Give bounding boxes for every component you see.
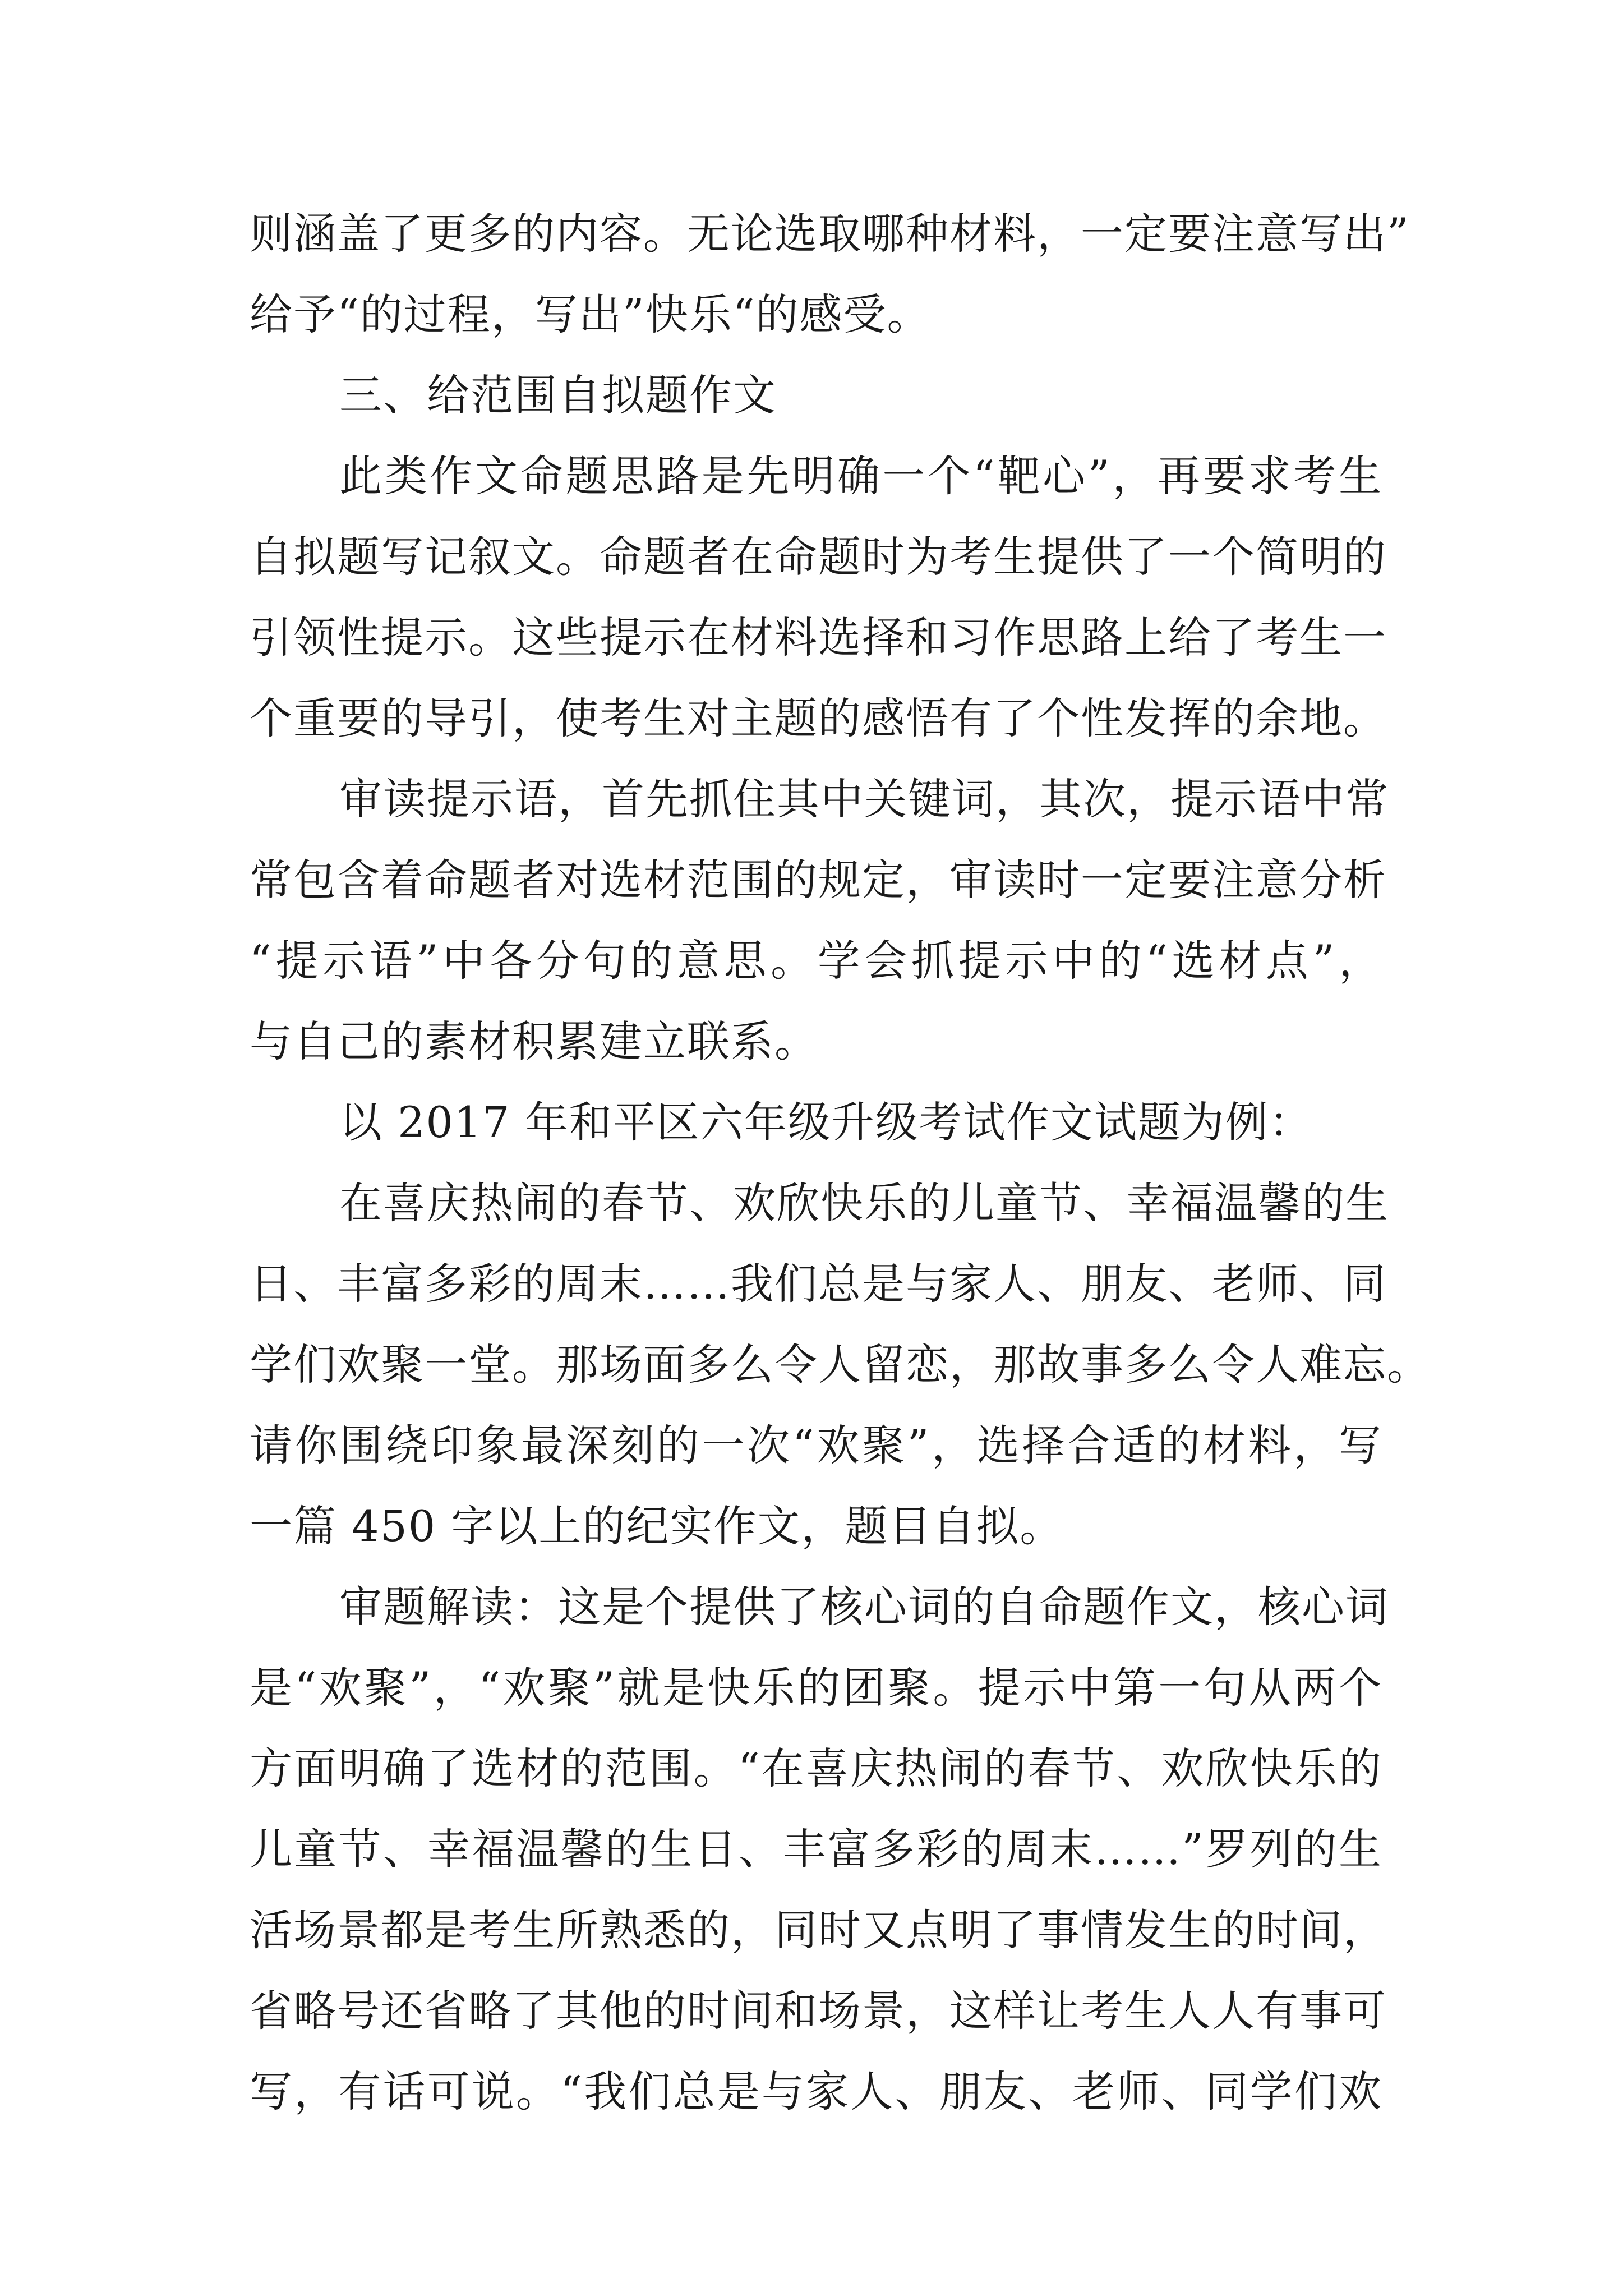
text-line: 是“欢聚”，“欢聚”就是快乐的团聚。提示中第一句从两个 <box>250 1663 1382 1713</box>
text-line: 个重要的导引，使考生对主题的感悟有了个性发挥的余地。 <box>250 693 1387 743</box>
text-line: 此类作文命题思路是先明确一个“靶心”，再要求考生 <box>339 451 1382 501</box>
text-line: 三、给范围自拟题作文 <box>339 370 777 420</box>
text-line: 在喜庆热闹的春节、欢欣快乐的儿童节、幸福温馨的生 <box>339 1178 1389 1228</box>
text-line: 给予“的过程，写出”快乐“的感受。 <box>250 289 931 339</box>
text-line: 审题解读：这是个提供了核心词的自命题作文，核心词 <box>339 1582 1389 1632</box>
text-line: 自拟题写记叙文。命题者在命题时为考生提供了一个简明的 <box>250 532 1387 582</box>
text-line: 省略号还省略了其他的时间和场景，这样让考生人人有事可 <box>250 1986 1387 2036</box>
text-line: 儿童节、幸福温馨的生日、丰富多彩的周末……”罗列的生 <box>250 1824 1382 1874</box>
text-line: 常包含着命题者对选材范围的规定，审读时一定要注意分析 <box>250 855 1387 905</box>
text-line: “提示语”中各分句的意思。学会抓提示中的“选材点”， <box>250 936 1382 986</box>
text-line: 写，有话可说。“我们总是与家人、朋友、老师、同学们欢 <box>250 2067 1382 2116</box>
body-text <box>250 194 1431 2132</box>
text-line: 一篇 450 字以上的纪实作文，题目自拟。 <box>250 1501 1064 1551</box>
text-line: 以 2017 年和平区六年级升级考试作文试题为例： <box>339 1097 1313 1147</box>
text-line: 日、丰富多彩的周末……我们总是与家人、朋友、老师、同 <box>250 1259 1387 1309</box>
text-line: 与自己的素材积累建立联系。 <box>250 1016 818 1066</box>
text-line: 引领性提示。这些提示在材料选择和习作思路上给了考生一 <box>250 613 1387 662</box>
text-line: 请你围绕印象最深刻的一次“欢聚”，选择合适的材料，写 <box>250 1420 1382 1470</box>
text-line: 则涵盖了更多的内容。无论选取哪种材料，一定要注意写出” <box>250 209 1410 259</box>
text-line: 方面明确了选材的范围。“在喜庆热闹的春节、欢欣快乐的 <box>250 1743 1382 1793</box>
text-line: 审读提示语，首先抓住其中关键词，其次，提示语中常 <box>339 774 1389 824</box>
text-line: 学们欢聚一堂。那场面多么令人留恋，那故事多么令人难忘。 <box>250 1340 1431 1389</box>
text-line: 活场景都是考生所熟悉的，同时又点明了事情发生的时间， <box>250 1905 1387 1955</box>
